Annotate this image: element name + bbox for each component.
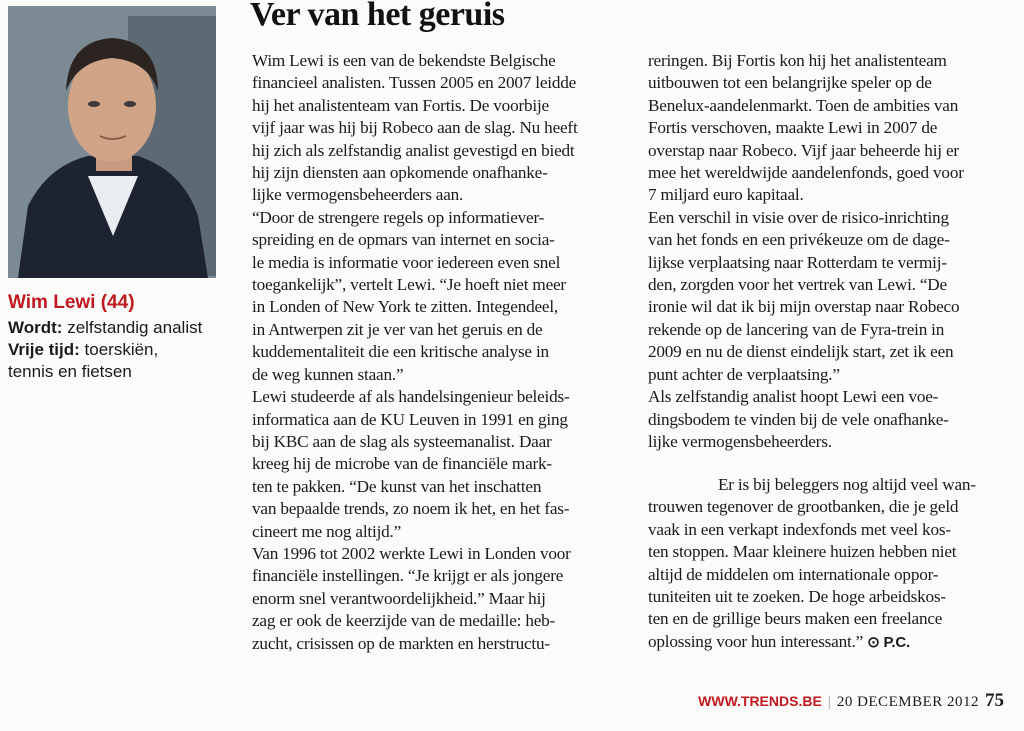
- site-url: WWW.TRENDS.BE: [698, 693, 822, 709]
- text-line: 7 miljard euro kapitaal.: [648, 185, 804, 205]
- text-line: zag er ook de keerzijde van de medaille: heb-: [252, 611, 556, 631]
- text-line: ten en de grillige beurs maken een freelance: [648, 609, 943, 629]
- text-line: zucht, crisissen op de markten en herstructu-: [252, 633, 550, 653]
- profile-hobby: Vrije tijd: toerskiën, tennis en fietsen: [8, 340, 159, 381]
- profile-role: Wordt: zelfstandig analist: [8, 318, 203, 337]
- text-line: lijke vermogensbeheerders.: [648, 431, 832, 451]
- text-line: Fortis verschoven, maakte Lewi in 2007 de: [648, 118, 938, 138]
- text-line: bij KBC aan de slag als systeemanalist. Daar: [252, 431, 552, 451]
- text-line: Lewi studeerde af als handelsingenieur beleids-: [252, 387, 570, 407]
- text-line: altijd de middelen om internationale oppor-: [648, 564, 939, 584]
- text-line: le media is informatie voor iedereen even snel: [252, 252, 561, 272]
- text-line: tuniteiten uit te zoeken. De hoge arbeidskos-: [648, 587, 946, 607]
- text-line: Wim Lewi is een van de bekendste Belgische: [252, 51, 556, 70]
- profile-name: Wim Lewi (44): [8, 292, 135, 313]
- text-line: in Antwerpen zit je ver van het geruis en de: [252, 319, 543, 339]
- text-line: kuddementaliteit die een kritische analyse in: [252, 342, 549, 362]
- text-line: trouwen tegenover de grootbanken, die je geld: [648, 497, 959, 517]
- profile-caption: [8, 292, 208, 383]
- text-line: Als zelfstandig analist hoopt Lewi een voe-: [648, 387, 939, 407]
- text-line: dingsbodem te vinden bij de vele onafhanke-: [648, 409, 949, 429]
- text-line: informatica aan de KU Leuven in 1991 en ging: [252, 409, 568, 429]
- article-left-column: [252, 50, 617, 655]
- text-line: oplossing voor hun interessant.” ⊙ P.C.: [648, 631, 910, 651]
- text-line: Er is bij beleggers nog altijd veel wan-: [718, 475, 976, 494]
- text-line: Van 1996 tot 2002 werkte Lewi in Londen voor: [252, 543, 571, 563]
- text-line: kreeg hij de microbe van de financiële mark-: [252, 454, 552, 474]
- text-line: punt achter de verplaatsing.”: [648, 364, 840, 384]
- text-line: den, zorgden voor het vertrek van Lewi. “De: [648, 275, 947, 295]
- author-signature: ⊙ P.C.: [867, 633, 910, 651]
- text-line: rekende op de lancering van de Fyra-trein in: [648, 319, 945, 339]
- text-line: de weg kunnen staan.”: [252, 364, 404, 384]
- text-line: van bepaalde trends, zo noem ik het, en het fas-: [252, 499, 570, 519]
- text-line: lijkse verplaatsing naar Rotterdam te vermij-: [648, 252, 947, 272]
- text-line: spreiding en de opmars van internet en socia-: [252, 230, 555, 250]
- page-number: 75: [985, 690, 1004, 711]
- closing-paragraph: [648, 474, 1013, 654]
- text-line: overstap naar Robeco. Vijf jaar beheerde hij er: [648, 140, 959, 160]
- text-line: hij het analistenteam van Fortis. De voorbije: [252, 95, 549, 115]
- text-line: hij zijn diensten aan opkomende onafhanke-: [252, 163, 548, 183]
- text-line: 2009 en nu de dienst eindelijk start, zet ik een: [648, 342, 954, 362]
- text-line: cineert me nog altijd.”: [252, 521, 402, 541]
- text-line: Een verschil in visie over de risico-inrichting: [648, 207, 949, 227]
- text-line: ironie wil dat ik bij mijn overstap naar Robeco: [648, 297, 960, 317]
- text-line: lijke vermogensbeheerders aan.: [252, 185, 464, 205]
- text-line: toegankelijk”, vertelt Lewi. “Je hoeft niet meer: [252, 275, 566, 295]
- text-line: Benelux-aandelenmarkt. Toen de ambities van: [648, 95, 959, 115]
- text-line: in Londen of New York te zitten. Integendeel,: [252, 297, 559, 317]
- page-footer: [698, 690, 1004, 712]
- text-line: reringen. Bij Fortis kon hij het analistenteam: [648, 51, 947, 70]
- article-title: Ver van het geruis: [250, 0, 505, 33]
- text-line: uitbouwen tot een belangrijke speler op de: [648, 73, 932, 93]
- text-line: vaak in een verkapt indexfonds met veel kos-: [648, 519, 951, 539]
- text-line: mee het wereldwijde aandelenfonds, goed voor: [648, 163, 964, 183]
- text-line: financieel analisten. Tussen 2005 en 2007 leidde: [252, 73, 577, 93]
- footer-separator: |: [827, 694, 831, 710]
- issue-date: 20 DECEMBER 2012: [836, 694, 979, 710]
- text-line: financiële instellingen. “Je krijgt er als jongere: [252, 566, 564, 586]
- text-line: hij zich als zelfstandig analist gevestigd en biedt: [252, 140, 575, 160]
- text-line: vijf jaar was hij bij Robeco aan de slag. Nu heeft: [252, 118, 578, 138]
- text-line: “Door de strengere regels op informatiever-: [252, 207, 545, 227]
- text-line: enorm snel verantwoordelijkheid.” Maar hij: [252, 588, 546, 608]
- portrait-photo: [8, 6, 216, 278]
- text-line: ten stoppen. Maar kleinere huizen hebben niet: [648, 542, 957, 562]
- article-right-column: [648, 50, 1013, 453]
- text-line: van het fonds en een privékeuze om de dage-: [648, 230, 950, 250]
- text-line: ten te pakken. “De kunst van het inschatten: [252, 476, 542, 496]
